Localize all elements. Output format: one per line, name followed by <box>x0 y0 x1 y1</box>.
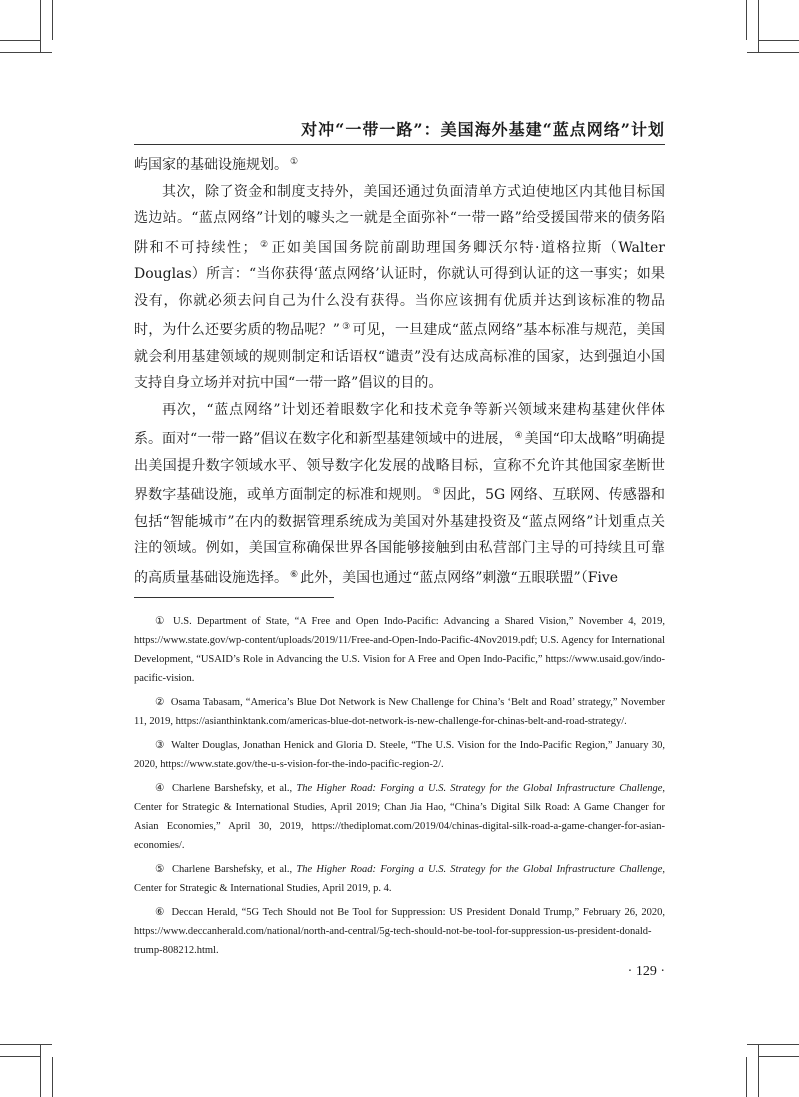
header-rule <box>134 144 665 145</box>
text-run: Charlene Barshefsky, et al., <box>172 783 297 794</box>
footnote-item <box>134 860 665 898</box>
footnote-ref: ③ <box>341 322 351 332</box>
text-run: 再次，“蓝点网络”计划还着眼数字化和技术竞争等新兴领域来建构基建伙伴体系。面对“一带一路”倡议在数字化和新型基建领域中的进展， <box>134 401 665 447</box>
footnote-mark: ④ <box>155 783 167 794</box>
paragraph <box>134 397 665 592</box>
footnote-ref: ② <box>258 239 270 250</box>
footnote-ref: ⑤ <box>432 487 441 497</box>
footnote-mark: ③ <box>155 740 166 751</box>
text-run: Walter Douglas, Jonathan Henick and Gloria D. Steele, “The U.S. Vision for the Indo-Pacific Region,” January 30, 2020, https://www.state.gov/the-u-s-vision-for-the-indo-pacific-region-2/. <box>134 740 665 770</box>
footnote-mark: ① <box>155 616 168 627</box>
text-run: 此外，美国也通过“蓝点网络”刺激“五眼联盟”（Five <box>300 569 619 586</box>
text-run: 屿国家的基础设施规划。 <box>134 157 288 173</box>
footnote-divider <box>134 597 334 598</box>
paragraph <box>134 179 665 397</box>
text-run: Deccan Herald, “5G Tech Should not Be Tool for Suppression: US President Donald Trump,” February 26, 2020, https://www.deccanherald.com/national/north-and-central/5g-tech-should-not-be-tool-for-suppression-us-president-donald-trump-808212.html. <box>134 907 665 956</box>
text-run: 可见，一旦建成“蓝点网络”基本标准与规范，美国就会利用基建领域的规则制定和话语权“谴责”没有达成高标准的国家，达到强迫小国支持自身立场并对抗中国“一带一路”倡议的目的。 <box>134 322 665 391</box>
footnote-mark: ⑥ <box>155 907 166 918</box>
running-header: 对冲“一带一路”：美国海外基建“蓝点网络”计划 <box>301 120 665 139</box>
text-run: Charlene Barshefsky, et al., <box>172 864 297 875</box>
text-run: 因此，5G 网络、互联网、传感器和包括“智能城市”在内的数据管理系统成为美国对外基建投资及“蓝点网络”计划重点关注的领域。例如，美国宣称确保世界各国能够接触到由私营部门主导的可持续且可靠的高质量基础设施选择。 <box>134 487 666 586</box>
footnote-item <box>134 779 665 855</box>
text-run: 正如美国国务院前副助理国务卿沃尔特·道格拉斯（Walter Douglas）所言：“当你获得‘蓝点网络’认证时，你就认可得到认证的这一事实；如果没有，你就必须去问自己为什么没有获得。当你应该拥有优质并达到该标准的物品时，为什么还要劣质的物品呢？” <box>134 239 665 338</box>
footnote-ref: ① <box>290 157 299 167</box>
footnote-mark: ⑤ <box>155 864 167 875</box>
page-number: · 129 · <box>627 964 665 979</box>
text-run: , Center for Strategic & International Studies, April 2019, p. 4. <box>134 864 665 894</box>
text-run: 美国“印太战略”明确提出美国提升数字领域水平、领导数字化发展的战略目标，宣称不允许其他国家垄断世界数字基础设施，或单方面制定的标准和规则。 <box>134 431 665 503</box>
footnote-item <box>134 736 665 774</box>
text-run: U.S. Department of State, “A Free and Open Indo-Pacific: Advancing a Shared Vision,” November 4, 2019, https://www.state.gov/wp-content/uploads/2019/11/Free-and-Open-Indo-Pacific-4Nov2019.pdf; U.S. Agency for International Development, “USAID’s Role in Advancing the U.S. Vision for A Free and Open Indo-Pacific,” https://www.usaid.gov/indo-pacific-vision. <box>134 616 665 684</box>
footnote-ref: ⑥ <box>290 569 299 580</box>
footnote-item <box>134 693 665 731</box>
body-text <box>134 149 665 591</box>
italic-title: The Higher Road: Forging a U.S. Strategy for the Global Infrastructure Challenge <box>296 783 663 794</box>
text-run: , Center for Strategic & International Studies, April 2019; Chan Jia Hao, “China’s Digital Silk Road: A Game Changer for Asian Economies,” April 30, 2019, https://thediplomat.com/2019/04/chinas-digital-silk-road-a-game-changer-for-asian-economies/. <box>134 783 665 851</box>
text-run: Osama Tabasam, “America’s Blue Dot Network is New Challenge for China’s ‘Belt and Road’ strategy,” November 11, 2019, https://asianthinktank.com/americas-blue-dot-network-is-new-challenge-for-chinas-belt-and-road-strategy/. <box>134 697 665 727</box>
text-run: 其次，除了资金和制度支持外，美国还通过负面清单方式迫使地区内其他目标国选边站。“蓝点网络”计划的噱头之一就是全面弥补“一带一路”给受援国带来的债务陷阱和不可持续性； <box>134 183 665 256</box>
footnote-item <box>134 612 665 688</box>
paragraph <box>134 149 665 179</box>
footnotes <box>134 612 665 965</box>
footnote-mark: ② <box>155 697 165 708</box>
italic-title: The Higher Road: Forging a U.S. Strategy for the Global Infrastructure Challenge <box>296 864 663 875</box>
footnote-ref: ④ <box>514 431 523 441</box>
footnote-item <box>134 903 665 960</box>
